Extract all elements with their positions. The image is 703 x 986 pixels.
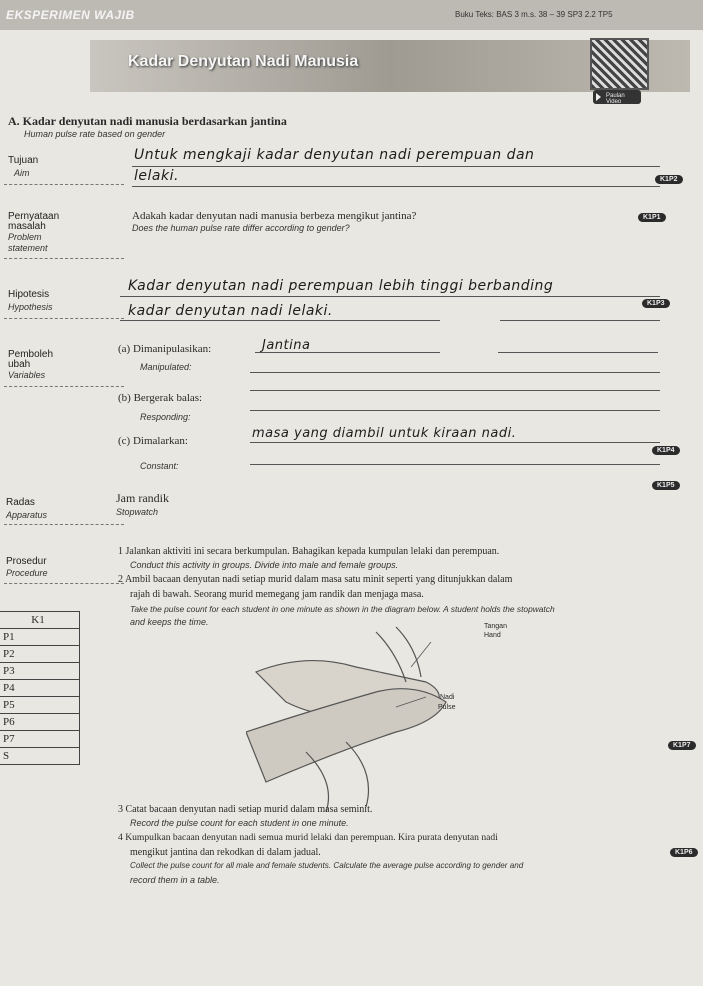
k1-row-p4: P4 [0, 680, 80, 697]
k1-row-p6: P6 [0, 714, 80, 731]
hypothesis-answer-line1[interactable]: Kadar denyutan nadi perempuan lebih tinggi berbanding [128, 278, 554, 294]
procedure-step-4a: 4 Kumpulkan bacaan denyutan nadi semua murid lelaki dan perempuan. Kira purata denyutan nadi [118, 832, 498, 843]
procedure-step-4b: mengikut jantina dan rekodkan di dalam jadual. [130, 847, 321, 858]
manipulated-label-en: Manipulated: [140, 362, 192, 372]
constant-label-en: Constant: [140, 461, 179, 471]
procedure-step-4-en-1: Collect the pulse count for all male and female students. Calculate the average pulse according to gender and [130, 861, 524, 870]
constant-answer[interactable]: masa yang diambil untuk kiraan nadi. [252, 426, 517, 441]
problem-badge: K1P1 [638, 213, 666, 222]
hypothesis-answer-line2[interactable]: kadar denyutan nadi lelaki. [128, 303, 333, 319]
procedure-step-1-en: Conduct this activity in groups. Divide into male and female groups. [130, 560, 399, 570]
k1-row-p5: P5 [0, 697, 80, 714]
aim-answer-line2[interactable]: lelaki. [134, 168, 179, 184]
problem-label-en-1: Problem [8, 232, 42, 242]
section-heading: A. Kadar denyutan nadi manusia berdasarkan jantina [8, 114, 287, 128]
aim-answer-line1[interactable]: Untuk mengkaji kadar denyutan nadi perempuan dan [134, 147, 535, 163]
k1-row-s: S [0, 748, 80, 765]
pulse-hand-illustration [246, 612, 506, 812]
procedure-label-en: Procedure [6, 568, 48, 578]
page-title: Kadar Denyutan Nadi Manusia [128, 53, 359, 70]
hypothesis-label-en: Hypothesis [8, 302, 53, 312]
k1-row-p3: P3 [0, 663, 80, 680]
problem-label-en-2: statement [8, 243, 48, 253]
label-pulse-ms: Nadi [440, 694, 455, 701]
procedure-label: Prosedur [6, 556, 47, 567]
constant-label: (c) Dimalarkan: [118, 435, 188, 447]
procedure-step-2a: 2 Ambil bacaan denyutan nadi setiap murid dalam masa satu minit seperti yang ditunjukkan dalam [118, 574, 513, 585]
series-label: EKSPERIMEN WAJIB [6, 8, 135, 22]
procedure-step-4-en-2: record them in a table. [130, 875, 220, 885]
apparatus-label: Radas [6, 497, 35, 508]
procedure-step-2-en-2: and keeps the time. [130, 617, 209, 627]
problem-label-2: masalah [8, 221, 46, 232]
apparatus-item-en: Stopwatch [116, 507, 159, 517]
apparatus-label-en: Apparatus [6, 510, 48, 520]
procedure-step-3-en: Record the pulse count for each student in one minute. [130, 818, 349, 828]
aim-badge: K1P2 [655, 175, 683, 184]
variables-label-1: Pemboleh [8, 349, 54, 360]
play-icon [596, 93, 601, 101]
problem-label-1: Pernyataan [8, 211, 60, 222]
procedure-badge-p6: K1P6 [670, 848, 698, 857]
section-heading-en: Human pulse rate based on gender [24, 129, 166, 139]
problem-question-en: Does the human pulse rate differ according to gender? [132, 223, 350, 233]
k1-table [0, 611, 80, 765]
hypothesis-badge: K1P3 [642, 299, 670, 308]
responding-label: (b) Bergerak balas: [118, 392, 203, 404]
variables-badge: K1P4 [652, 446, 680, 455]
responding-label-en: Responding: [140, 412, 191, 422]
video-label: Paulan Video [606, 93, 625, 105]
label-pulse-en: Pulse [438, 704, 456, 711]
problem-question: Adakah kadar denyutan nadi manusia berbeza mengikut jantina? [132, 210, 417, 222]
qr-code-icon[interactable] [590, 38, 649, 90]
procedure-step-2-en-1: Take the pulse count for each student in one minute as shown in the diagram below. A student holds the stopwatch [130, 604, 555, 614]
hypothesis-label: Hipotesis [8, 289, 50, 300]
k1-row-p2: P2 [0, 646, 80, 663]
book-reference: Buku Teks: BAS 3 m.s. 38 – 39 SP3 2.2 TP5 [455, 10, 613, 19]
manipulated-label: (a) Dimanipulasikan: [118, 343, 212, 355]
procedure-badge-p7: K1P7 [668, 741, 696, 750]
procedure-step-3: 3 Catat bacaan denyutan nadi setiap murid dalam masa seminit. [118, 804, 373, 815]
apparatus-badge: K1P5 [652, 481, 680, 490]
video-button[interactable] [593, 90, 641, 104]
apparatus-item: Jam randik [116, 491, 169, 505]
variables-label-en: Variables [8, 370, 46, 380]
procedure-step-2b: rajah di bawah. Seorang murid memegang jam randik dan menjaga masa. [130, 589, 424, 600]
procedure-step-1: 1 Jalankan aktiviti ini secara berkumpulan. Bahagikan kepada kumpulan lelaki dan perempuan. [118, 546, 500, 557]
label-hand-ms: Tangan [484, 623, 507, 630]
aim-label: Tujuan [8, 155, 39, 166]
k1-table-header: K1 [0, 612, 80, 629]
k1-row-p7: P7 [0, 731, 80, 748]
k1-row-p1: P1 [0, 629, 80, 646]
variables-label-2: ubah [8, 359, 31, 370]
label-hand-en: Hand [484, 632, 501, 639]
aim-label-en: Aim [14, 168, 30, 178]
manipulated-answer[interactable]: Jantina [262, 338, 311, 353]
